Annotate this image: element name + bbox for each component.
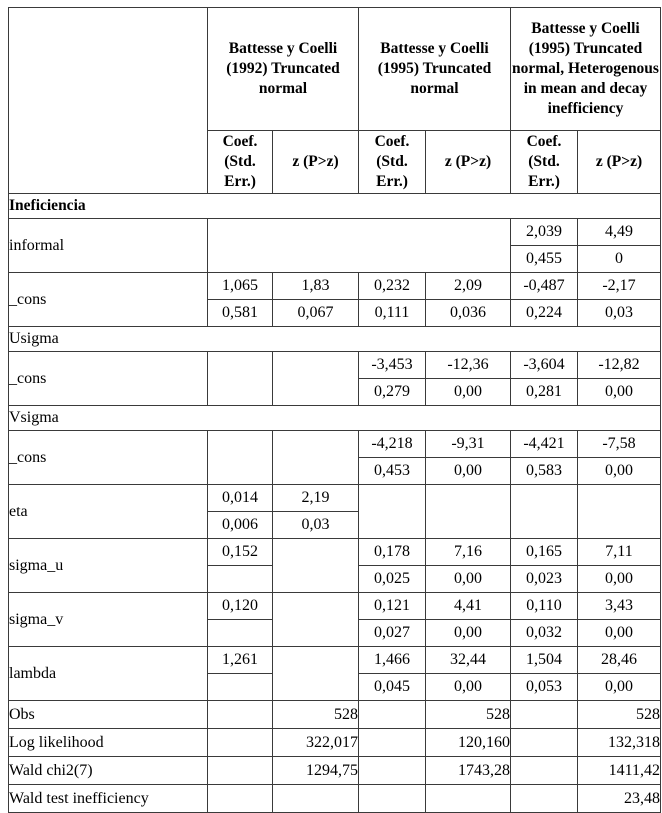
cell-cons-vsigma-coef2: -4,218	[359, 431, 426, 458]
header-coef-bc1995-het: Coef. (Std. Err.)	[511, 131, 578, 194]
cell-cons1-coef1: 1,065	[208, 273, 273, 300]
cell-eta-coef1: 0,014	[208, 485, 273, 512]
cell-sigmav-p2: 0,00	[426, 620, 511, 647]
header-coef-bc1995: Coef. (Std. Err.)	[359, 131, 426, 194]
cell-informal-empty-left	[208, 219, 511, 273]
header-group-row	[9, 8, 661, 131]
row-label-wald-chi2: Wald chi2(7)	[9, 757, 208, 785]
cell-lambda-empty-z1	[273, 647, 359, 701]
cell-cons1-p2: 0,036	[426, 300, 511, 327]
cell-eta-empty-coef3	[511, 485, 578, 539]
cell-sigmau-coef2: 0,178	[359, 539, 426, 566]
table-row-cons-usigma	[9, 352, 661, 379]
cell-loglik-c3	[511, 729, 578, 757]
cell-sigmau-empty-z1	[273, 539, 359, 593]
cell-sigmau-p3: 0,00	[578, 566, 661, 593]
table-row-log-likelihood	[9, 729, 661, 757]
cell-eta-se1: 0,006	[208, 512, 273, 539]
cell-cons1-z3: -2,17	[578, 273, 661, 300]
cell-informal-p3: 0	[578, 246, 661, 273]
cell-cons1-z2: 2,09	[426, 273, 511, 300]
table-row-sigma-u	[9, 539, 661, 566]
cell-cons1-se2: 0,111	[359, 300, 426, 327]
cell-cons-usigma-empty-coef1	[208, 352, 273, 406]
cell-lambda-se2: 0,045	[359, 674, 426, 701]
cell-cons1-p1: 0,067	[273, 300, 359, 327]
cell-waldtest-v3: 23,48	[578, 785, 661, 813]
cell-sigmav-empty-z1	[273, 593, 359, 647]
header-coef-bc1992: Coef. (Std. Err.)	[208, 131, 273, 194]
cell-sigmav-coef1: 0,120	[208, 593, 273, 620]
header-group-bc1995: Battesse y Coelli (1995) Truncated normal	[359, 8, 511, 131]
row-label-obs: Obs	[9, 701, 208, 729]
header-group-bc1992: Battesse y Coelli (1992) Truncated normal	[208, 8, 359, 131]
cell-informal-z3: 4,49	[578, 219, 661, 246]
cell-wald-c1	[208, 757, 273, 785]
row-label-sigma-u: sigma_u	[9, 539, 208, 593]
regression-results-table	[8, 7, 661, 813]
cell-waldtest-v1	[273, 785, 359, 813]
cell-cons-vsigma-coef3: -4,421	[511, 431, 578, 458]
cell-obs-v2: 528	[426, 701, 511, 729]
cell-waldtest-c2	[359, 785, 426, 813]
cell-obs-c2	[359, 701, 426, 729]
cell-waldtest-c3	[511, 785, 578, 813]
cell-wald-c2	[359, 757, 426, 785]
row-label-informal: informal	[9, 219, 208, 273]
cell-wald-v1: 1294,75	[273, 757, 359, 785]
row-label-cons-vsigma: _cons	[9, 431, 208, 485]
cell-obs-v1: 528	[273, 701, 359, 729]
cell-sigmau-z2: 7,16	[426, 539, 511, 566]
cell-loglik-c1	[208, 729, 273, 757]
row-label-lambda: lambda	[9, 647, 208, 701]
cell-cons-usigma-p2: 0,00	[426, 379, 511, 406]
cell-informal-se3: 0,455	[511, 246, 578, 273]
header-z-bc1992: z (P>z)	[273, 131, 359, 194]
cell-cons-usigma-empty-z1	[273, 352, 359, 406]
cell-sigmau-se3: 0,023	[511, 566, 578, 593]
row-label-cons-usigma: _cons	[9, 352, 208, 406]
cell-cons-usigma-z3: -12,82	[578, 352, 661, 379]
table-row-informal	[9, 219, 661, 246]
cell-obs-v3: 528	[578, 701, 661, 729]
header-z-bc1995: z (P>z)	[426, 131, 511, 194]
cell-sigmav-se2: 0,027	[359, 620, 426, 647]
cell-cons1-se3: 0,224	[511, 300, 578, 327]
cell-wald-v2: 1743,28	[426, 757, 511, 785]
cell-obs-c3	[511, 701, 578, 729]
cell-loglik-c2	[359, 729, 426, 757]
cell-sigmau-p2: 0,00	[426, 566, 511, 593]
cell-cons-vsigma-z2: -9,31	[426, 431, 511, 458]
section-row-usigma	[9, 327, 661, 352]
cell-lambda-coef3: 1,504	[511, 647, 578, 674]
cell-eta-empty-z2	[426, 485, 511, 539]
row-label-eta: eta	[9, 485, 208, 539]
cell-lambda-p3: 0,00	[578, 674, 661, 701]
cell-cons-usigma-se2: 0,279	[359, 379, 426, 406]
cell-sigmau-coef3: 0,165	[511, 539, 578, 566]
header-corner-blank	[9, 8, 208, 194]
cell-lambda-se1	[208, 674, 273, 701]
cell-cons-vsigma-empty-z1	[273, 431, 359, 485]
section-label: Ineficiencia	[9, 194, 661, 219]
cell-cons-vsigma-se2: 0,453	[359, 458, 426, 485]
section-label: Usigma	[9, 327, 661, 352]
cell-sigmau-z3: 7,11	[578, 539, 661, 566]
cell-cons-vsigma-p2: 0,00	[426, 458, 511, 485]
cell-waldtest-v2	[426, 785, 511, 813]
cell-lambda-z3: 28,46	[578, 647, 661, 674]
cell-sigmau-se2: 0,025	[359, 566, 426, 593]
cell-loglik-v1: 322,017	[273, 729, 359, 757]
cell-eta-empty-coef2	[359, 485, 426, 539]
cell-cons-usigma-z2: -12,36	[426, 352, 511, 379]
cell-lambda-se3: 0,053	[511, 674, 578, 701]
table-row-eta	[9, 485, 661, 512]
cell-sigmav-se3: 0,032	[511, 620, 578, 647]
cell-cons1-p3: 0,03	[578, 300, 661, 327]
cell-cons1-z1: 1,83	[273, 273, 359, 300]
section-row-ineficiencia	[9, 194, 661, 219]
table-row-cons-vsigma	[9, 431, 661, 458]
cell-cons-usigma-p3: 0,00	[578, 379, 661, 406]
cell-sigmav-z2: 4,41	[426, 593, 511, 620]
cell-cons-usigma-se3: 0,281	[511, 379, 578, 406]
cell-cons-usigma-coef2: -3,453	[359, 352, 426, 379]
cell-eta-z1: 2,19	[273, 485, 359, 512]
table-row-lambda	[9, 647, 661, 674]
cell-sigmav-coef2: 0,121	[359, 593, 426, 620]
cell-loglik-v3: 132,318	[578, 729, 661, 757]
cell-cons1-se1: 0,581	[208, 300, 273, 327]
header-z-bc1995-het: z (P>z)	[578, 131, 661, 194]
cell-sigmav-z3: 3,43	[578, 593, 661, 620]
cell-sigmav-p3: 0,00	[578, 620, 661, 647]
cell-cons1-coef3: -0,487	[511, 273, 578, 300]
cell-eta-empty-z3	[578, 485, 661, 539]
cell-obs-c1	[208, 701, 273, 729]
cell-cons-vsigma-p3: 0,00	[578, 458, 661, 485]
cell-wald-c3	[511, 757, 578, 785]
section-label: Vsigma	[9, 406, 661, 431]
cell-cons-vsigma-z3: -7,58	[578, 431, 661, 458]
row-label-wald-test-inefficiency: Wald test inefficiency	[9, 785, 208, 813]
cell-informal-coef3: 2,039	[511, 219, 578, 246]
cell-lambda-z2: 32,44	[426, 647, 511, 674]
section-row-vsigma	[9, 406, 661, 431]
header-group-bc1995-het: Battesse y Coelli (1995) Truncated normal, Heterogenous in mean and decay inefficiency	[511, 8, 661, 131]
cell-lambda-coef2: 1,466	[359, 647, 426, 674]
cell-wald-v3: 1411,42	[578, 757, 661, 785]
table-row-cons-ineficiencia	[9, 273, 661, 300]
table-row-obs	[9, 701, 661, 729]
cell-cons1-coef2: 0,232	[359, 273, 426, 300]
cell-cons-vsigma-empty-coef1	[208, 431, 273, 485]
cell-waldtest-c1	[208, 785, 273, 813]
cell-sigmau-coef1: 0,152	[208, 539, 273, 566]
cell-sigmav-se1	[208, 620, 273, 647]
table-row-wald-test-inefficiency	[9, 785, 661, 813]
table-row-sigma-v	[9, 593, 661, 620]
cell-cons-usigma-coef3: -3,604	[511, 352, 578, 379]
cell-lambda-p2: 0,00	[426, 674, 511, 701]
cell-eta-p1: 0,03	[273, 512, 359, 539]
cell-sigmau-se1	[208, 566, 273, 593]
cell-sigmav-coef3: 0,110	[511, 593, 578, 620]
cell-loglik-v2: 120,160	[426, 729, 511, 757]
cell-lambda-coef1: 1,261	[208, 647, 273, 674]
row-label-sigma-v: sigma_v	[9, 593, 208, 647]
row-label-cons-ineficiencia: _cons	[9, 273, 208, 327]
table-row-wald-chi2	[9, 757, 661, 785]
cell-cons-vsigma-se3: 0,583	[511, 458, 578, 485]
row-label-log-likelihood: Log likelihood	[9, 729, 208, 757]
